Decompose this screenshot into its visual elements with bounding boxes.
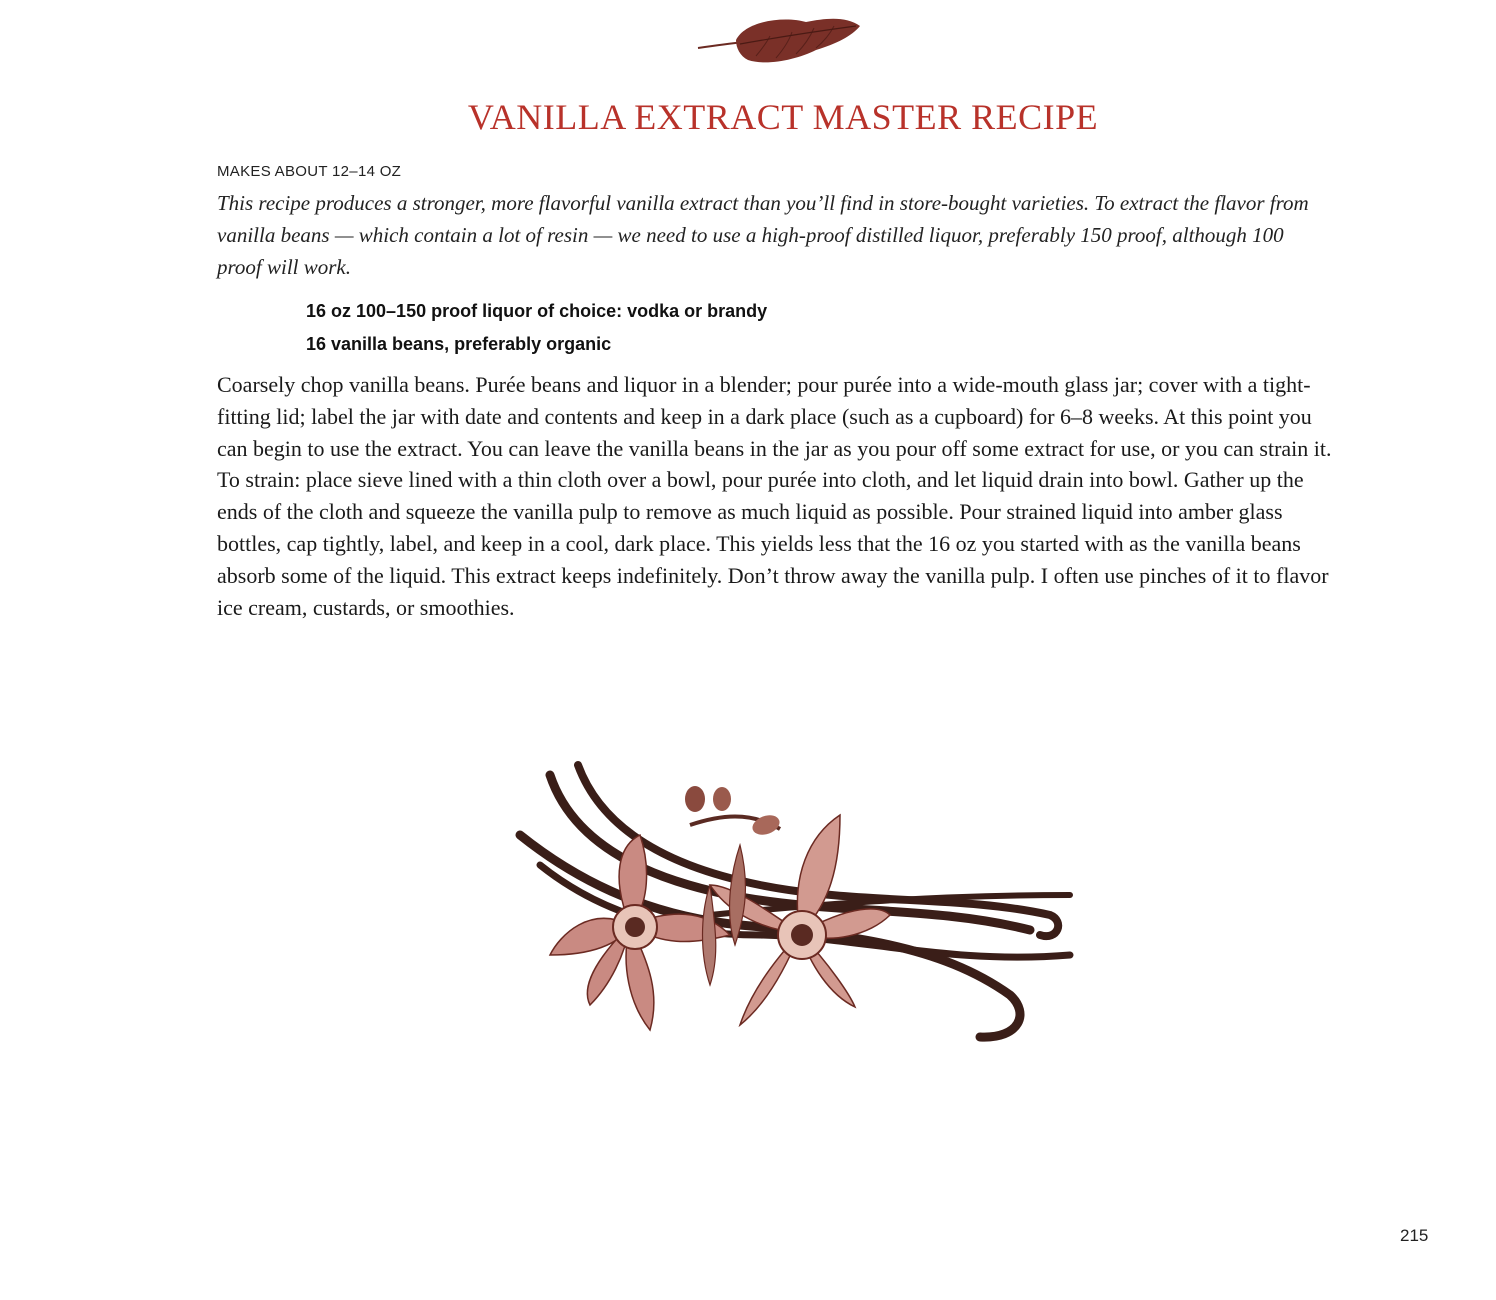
feather-leaf-icon: [696, 14, 862, 72]
vanilla-flower-bean-icon: [510, 755, 1090, 1050]
ingredient-item: 16 vanilla beans, preferably organic: [306, 334, 612, 354]
recipe-yield: MAKES ABOUT 12–14 OZ: [217, 163, 402, 180]
ingredient-list: [306, 295, 767, 361]
page-number: 215: [1400, 1226, 1429, 1245]
recipe-method: Coarsely chop vanilla beans. Purée beans and liquor in a blender; pour purée into a wide-mouth glass jar; cover with a tight-fitting lid; label the jar with date and contents and keep in a dark place (such as a cupboard) for 6–8 weeks. At this point you can begin to use the extract. You can leave the vanilla beans in the jar as you pour off some extract for use, or you can strain it. To strain: place sieve lined with a thin cloth over a bowl, pour purée into cloth, and let liquid drain into bowl. Gather up the ends of the cloth and squeeze the vanilla pulp to remove as much liquid as possible. Pour strained liquid into amber glass bottles, cap tightly, label, and keep in a cool, dark place. This yields less that the 16 oz you started with as the vanilla beans absorb some of the liquid. This extract keeps indefinitely. Don’t throw away the vanilla pulp. I often use pinches of it to flavor ice cream, custards, or smoothies.: [217, 372, 1332, 620]
recipe-intro: This recipe produces a stronger, more flavorful vanilla extract than you’ll find in store-bought varieties. To extract the flavor from vanilla beans — which contain a lot of resin — we need to use a high-proof distilled liquor, preferably 150 proof, although 100 proof will work.: [217, 191, 1309, 279]
page-title: VANILLA EXTRACT MASTER RECIPE: [467, 97, 1099, 137]
ingredient-item: 16 oz 100–150 proof liquor of choice: vodka or brandy: [306, 301, 768, 321]
